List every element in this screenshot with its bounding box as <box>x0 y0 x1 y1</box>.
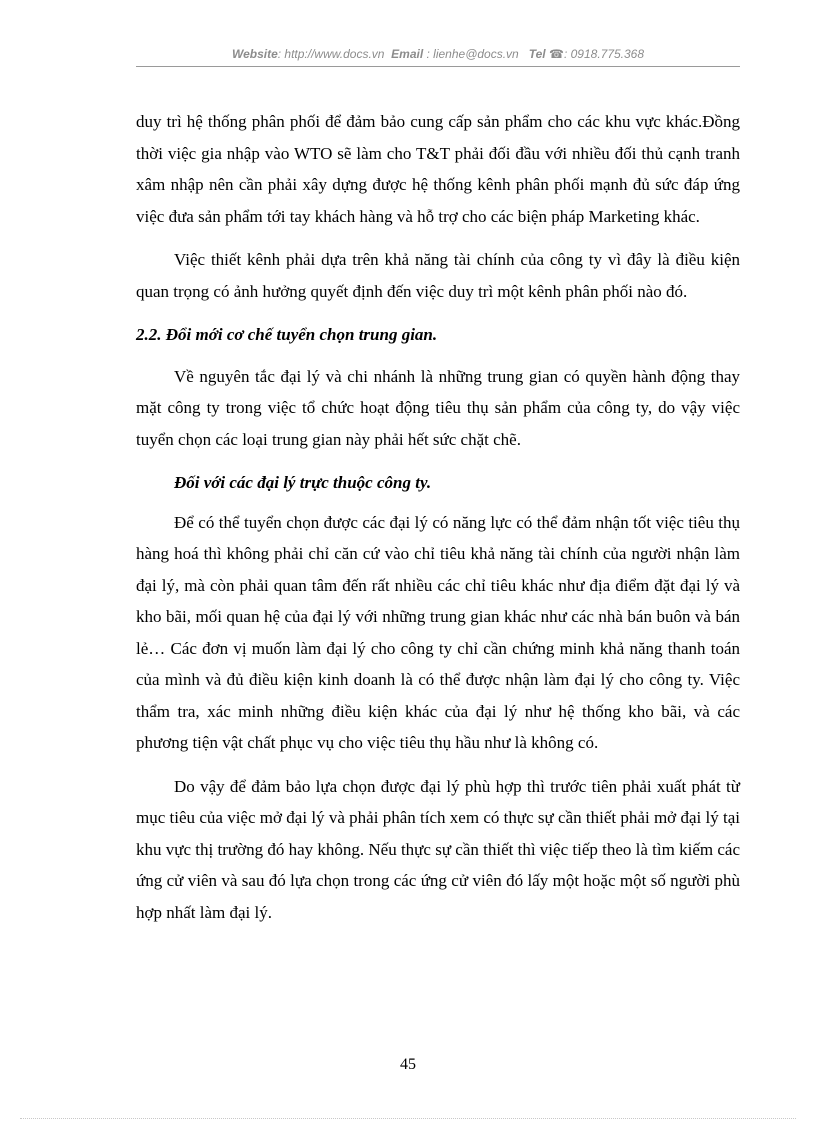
email-label: Email <box>391 47 424 61</box>
paragraph-3: Về nguyên tắc đại lý và chi nhánh là những trung gian có quyền hành động thay mặt công ty trong việc tổ chức hoạt động tiêu thụ sản phẩm của công ty, do vậy việc tuyển chọn các loại trung gian này phải hết sức chặt chẽ. <box>136 366 740 449</box>
tel-value: : 0918.775.368 <box>563 47 645 61</box>
section-heading: 2.2. Đổi mới cơ chế tuyển chọn trung gian. <box>136 325 438 344</box>
paragraph-5: Do vậy để đảm bảo lựa chọn được đại lý phù hợp thì trước tiên phải xuất phát từ mục tiêu của việc mở đại lý và phải phân tích xem có thực sự cần thiết phải mở đại lý tại khu vực thị trường đó hay không. Nếu thực sự cần thiết thì việc tiếp theo là tìm kiếm các ứng cử viên và sau đó lựa chọn trong các ứng cử viên đó lấy một hoặc một số người phù hợp nhất làm đại lý. <box>136 776 740 922</box>
paragraph-1: duy trì hệ thống phân phối để đảm bảo cung cấp sản phẩm cho các khu vực khác.Đồng thời việc gia nhập vào WTO sẽ làm cho T&T phải đối đầu với nhiều đối thủ cạnh tranh xâm nhập nên cần phải xây dựng được hệ thống kênh phân phối mạnh đủ sức đáp ứng việc đưa sản phẩm tới tay khách hàng và hỗ trợ cho các biện pháp Marketing khác. <box>136 112 740 226</box>
footer-divider <box>20 1118 796 1119</box>
website-label: Website <box>231 47 278 61</box>
subheading: Đối với các đại lý trực thuộc công ty. <box>174 473 432 492</box>
tel-label: Tel <box>528 47 546 61</box>
page-header <box>136 47 740 61</box>
phone-icon: ☎ <box>549 47 564 61</box>
paragraph-2: Việc thiết kênh phải dựa trên khả năng tài chính của công ty vì đây là điều kiện quan trọng có ảnh hưởng quyết định đến việc duy trì một kênh phân phối nào đó. <box>136 250 740 301</box>
email-value: : lienhe@docs.vn <box>426 47 519 61</box>
website-value: : http://www.docs.vn <box>277 47 385 61</box>
page-number: 45 <box>400 1056 416 1073</box>
header-divider <box>136 66 740 67</box>
paragraph-4: Để có thể tuyển chọn được các đại lý có năng lực có thể đảm nhận tốt việc tiêu thụ hàng hoá thì không phải chỉ căn cứ vào chỉ tiêu khả năng tài chính của người nhận làm đại lý, mà còn phải quan tâm đến rất nhiều các chỉ tiêu khác như địa điểm đặt đại lý và kho bãi, mối quan hệ của đại lý với những trung gian khác như các nhà bán buôn và bán lẻ… Các đơn vị muốn làm đại lý cho công ty chỉ cần chứng minh khả năng thanh toán của mình và đủ điều kiện kinh doanh là có thể được nhận làm đại lý cho công ty. Việc thẩm tra, xác minh những điều kiện khác của đại lý như hệ thống kho bãi, và các phương tiện vật chất phục vụ cho việc tiêu thụ hầu như là không có. <box>136 512 740 752</box>
document-body <box>136 106 740 940</box>
